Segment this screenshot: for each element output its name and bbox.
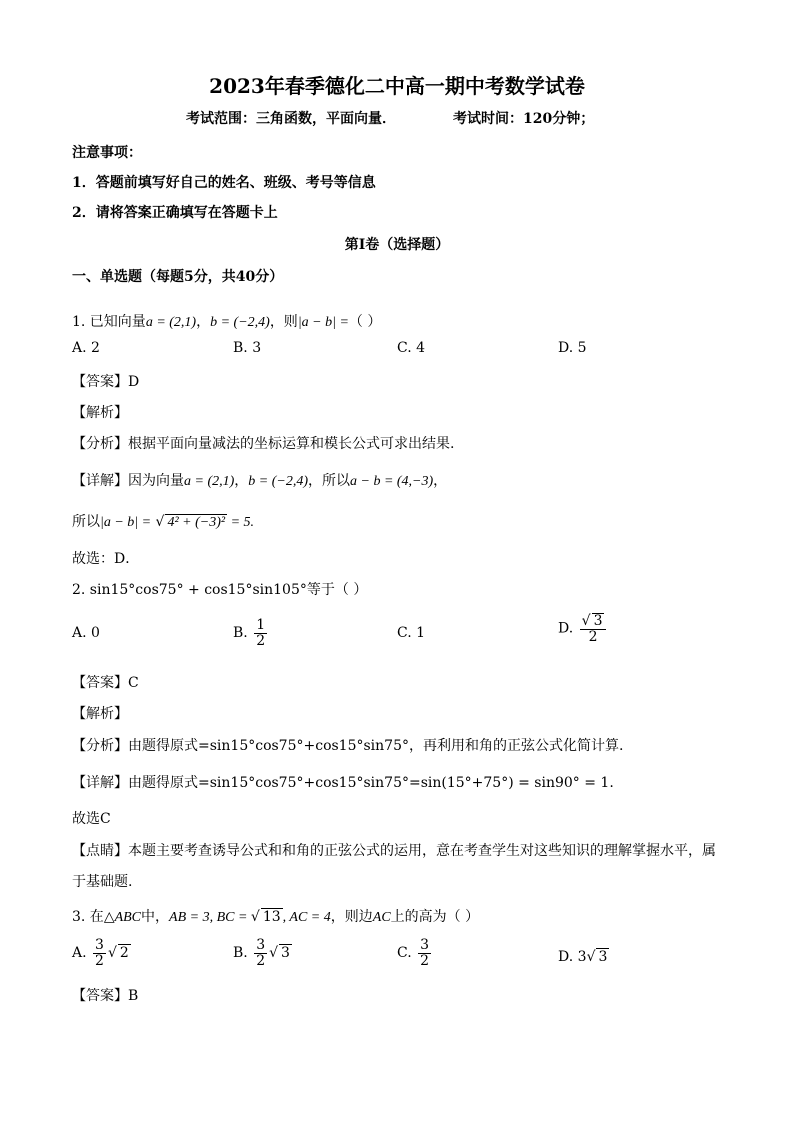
- line2-abs: |a − b| =: [100, 515, 152, 530]
- q1-option-c: C. 4: [397, 340, 426, 356]
- denominator: 2: [420, 952, 430, 969]
- xiangjie-diff: a − b = (4,−3): [350, 474, 434, 489]
- q2-option-b: [233, 618, 269, 648]
- sqrt-icon: √: [107, 945, 117, 962]
- q3-prefix: 3. 在: [72, 909, 104, 925]
- fenxi-text: 由题得原式=sin15°cos75°+cos15°sin75°，再利用和角的正弦公式化简计算.: [128, 738, 624, 754]
- q3-cond2: , AC = 4: [282, 910, 331, 925]
- xiangjie-comma: ，: [234, 473, 249, 489]
- xiangjie-end: ，: [433, 473, 448, 489]
- answer-value: D: [128, 374, 140, 390]
- q2-fenxi: [72, 735, 623, 755]
- q2-dianjing-cont: 于基础题.: [72, 874, 133, 890]
- notes-heading: 注意事项：: [72, 145, 142, 161]
- answer-tag: 【答案】: [72, 675, 128, 691]
- q2-xiangjie: [72, 772, 614, 792]
- sqrt-icon: √: [155, 514, 165, 530]
- xiangjie-text: 由题得原式=sin15°cos75°+cos15°sin75°=sin(15°+75°) = sin90° = 1.: [128, 775, 614, 791]
- part-title: 第I卷（选择题）: [344, 237, 450, 253]
- q1-answer: [72, 371, 139, 391]
- q3-cond: AB = 3, BC =: [169, 910, 251, 925]
- coefficient: 3: [577, 949, 587, 965]
- note-item: 2．请将答案正确填写在答题卡上: [72, 205, 278, 221]
- fraction: [418, 938, 431, 968]
- answer-value: B: [128, 988, 139, 1004]
- opt-label: B.: [233, 945, 248, 962]
- q1-modulus-line: [72, 511, 254, 531]
- page-title: 2023年春季德化二中高一期中考数学试卷: [209, 74, 585, 98]
- q3-end: ，则边: [330, 909, 373, 925]
- q2-jiexi-tag: 【解析】: [72, 706, 128, 722]
- q1-then: ，则: [269, 314, 298, 330]
- denominator: 2: [588, 628, 598, 645]
- xiangjie-tag: 【详解】: [72, 775, 128, 791]
- radicand: 3: [598, 949, 608, 965]
- xiangjie-so: ，所以: [308, 473, 350, 489]
- xiangjie-tag: 【详解】: [72, 473, 128, 489]
- q3-option-d: [558, 948, 609, 965]
- q3-mid: 中，: [141, 909, 170, 925]
- numerator: [580, 613, 607, 630]
- q1-jiexi-tag: 【解析】: [72, 405, 128, 421]
- question-3-stem: [72, 906, 479, 926]
- q1-option-d: D. 5: [558, 340, 587, 356]
- xiangjie-a: a = (2,1): [184, 474, 235, 489]
- denominator: 2: [256, 632, 266, 649]
- sqrt-icon: √: [269, 945, 279, 962]
- line2-sqrt: 4² + (−3)²: [167, 515, 226, 530]
- q1-option-a: A. 2: [72, 340, 100, 356]
- dianjing-tag: 【点睛】: [72, 843, 128, 859]
- denominator: 2: [95, 952, 104, 969]
- q3-option-b: [233, 938, 292, 968]
- numerator: 3: [95, 937, 104, 953]
- opt-label: B.: [233, 625, 248, 642]
- q3-tail: 上的高为（ ）: [390, 909, 480, 925]
- fenxi-tag: 【分析】: [72, 738, 128, 754]
- numerator: 3: [256, 937, 266, 953]
- q1-prefix: 1. 已知向量: [72, 314, 146, 330]
- q3-triangle: △ABC: [103, 910, 142, 925]
- answer-tag: 【答案】: [72, 988, 128, 1004]
- answer-tag: 【答案】: [72, 374, 128, 390]
- fenxi-text: 根据平面向量减法的坐标运算和模长公式可求出结果.: [128, 436, 455, 452]
- q3-cond-sqrt: 13: [262, 909, 281, 925]
- numerator: 1: [256, 617, 266, 633]
- q1-fenxi: [72, 433, 454, 453]
- dianjing-text: 本题主要考查诱导公式和和角的正弦公式的运用，意在考查学生对这些知识的理解掌握水平，属: [128, 843, 716, 859]
- fraction: [254, 618, 267, 648]
- line2-result: = 5.: [227, 515, 255, 530]
- opt-label: D.: [558, 620, 574, 637]
- q2-option-d: [558, 613, 608, 644]
- q2-choose: 故选C: [72, 811, 111, 827]
- opt-label: D.: [558, 949, 574, 965]
- q1-xiangjie: [72, 470, 447, 490]
- q1-abs: |a − b| =: [297, 315, 349, 330]
- sqrt-icon: √: [586, 949, 596, 965]
- sqrt-icon: √: [250, 909, 260, 925]
- q3-answer: [72, 985, 138, 1005]
- question-1-stem: [72, 311, 381, 331]
- fraction: [254, 938, 267, 968]
- radicand: 2: [119, 945, 129, 962]
- q3-option-a: [72, 938, 131, 968]
- q2-option-a: A. 0: [72, 625, 100, 641]
- opt-label: A.: [72, 945, 87, 962]
- q1-choose: 故选：D．: [72, 551, 140, 567]
- xiangjie-text: 因为向量: [128, 473, 184, 489]
- q1-comma: ，: [196, 314, 211, 330]
- numerator: 3: [420, 937, 430, 953]
- q2-dianjing: [72, 840, 716, 860]
- q2-option-c: C. 1: [397, 625, 426, 641]
- radicand: 3: [593, 613, 603, 629]
- section-title: 一、单选题（每题5分，共40分）: [72, 269, 284, 285]
- fenxi-tag: 【分析】: [72, 436, 128, 452]
- note-item: 1．答题前填写好自己的姓名、班级、考号等信息: [72, 175, 376, 191]
- fraction: [580, 613, 607, 644]
- q1-vector-a: a = (2,1): [145, 315, 197, 330]
- q2-answer: [72, 672, 139, 692]
- denominator: 2: [256, 952, 266, 969]
- opt-label: C.: [397, 945, 412, 962]
- q1-paren: （ ）: [348, 314, 382, 330]
- question-2-stem: 2. sin15°cos75° + cos15°sin105°等于（ ）: [72, 582, 368, 598]
- line2-prefix: 所以: [72, 514, 100, 530]
- q3-option-c: [397, 938, 433, 968]
- q3-ac: AC: [372, 910, 391, 925]
- sqrt-icon: √: [581, 613, 591, 629]
- radicand: 3: [281, 945, 290, 962]
- answer-value: C: [128, 675, 139, 691]
- q1-option-b: B. 3: [233, 340, 262, 356]
- q1-vector-b: b = (−2,4): [210, 315, 270, 330]
- exam-scope: 考试范围：三角函数，平面向量．: [186, 111, 396, 127]
- fraction: [93, 938, 106, 968]
- xiangjie-b: b = (−2,4): [248, 474, 308, 489]
- exam-time: 考试时间：120分钟；: [453, 111, 595, 127]
